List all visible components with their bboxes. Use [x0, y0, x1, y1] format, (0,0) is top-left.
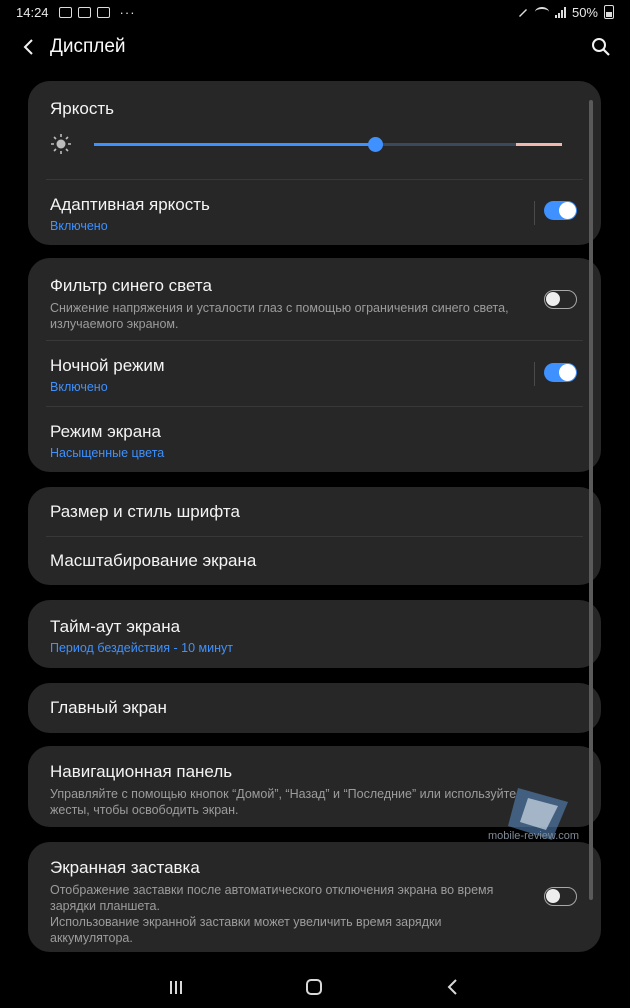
brightness-slider[interactable] [50, 133, 562, 155]
description-line: Использование экранной заставки может увеличить время зарядки [50, 915, 442, 929]
sun-icon [50, 133, 72, 155]
timeout-card [28, 600, 601, 668]
screen-zoom-row[interactable] [28, 536, 601, 585]
more-notifications-icon: ··· [119, 4, 136, 20]
screensaver-description [50, 882, 530, 946]
home-icon[interactable] [305, 978, 323, 996]
description-line: жесты, чтобы освободить экран. [50, 803, 239, 817]
home-screen-card [28, 683, 601, 733]
night-mode-status: Включено [50, 380, 108, 394]
wifi-icon [535, 7, 549, 17]
screen-timeout-row[interactable] [28, 600, 601, 668]
night-mode-toggle[interactable] [544, 363, 577, 382]
adaptive-brightness-status: Включено [50, 219, 108, 233]
blue-light-filter-description [50, 300, 530, 332]
font-zoom-card [28, 487, 601, 585]
brightness-track[interactable] [94, 143, 562, 146]
description-line: Отображение заставки после автоматического отключения экрана во время [50, 883, 494, 897]
pen-icon [517, 6, 529, 18]
page-title: Дисплей [50, 36, 126, 57]
blue-light-filter-toggle[interactable] [544, 290, 577, 309]
scrollbar[interactable] [589, 100, 593, 900]
screensaver-row[interactable] [28, 842, 601, 952]
font-size-style-title: Размер и стиль шрифта [50, 502, 240, 521]
description-line: Снижение напряжения и усталости глаз с помощью ограничения синего света, [50, 301, 509, 315]
recent-apps-icon[interactable] [167, 978, 185, 996]
divider [534, 201, 535, 225]
brightness-row [28, 81, 601, 179]
back-arrow-icon[interactable] [18, 36, 40, 58]
blue-light-filter-title: Фильтр синего света [50, 276, 212, 295]
system-navigation-bar [0, 962, 630, 1008]
home-screen-title: Главный экран [50, 698, 167, 717]
description-line: аккумулятора. [50, 931, 133, 945]
search-icon[interactable] [590, 36, 612, 58]
brightness-thumb[interactable] [368, 137, 383, 152]
adaptive-brightness-toggle[interactable] [544, 201, 577, 220]
back-icon[interactable] [444, 978, 462, 996]
description-line: Управляйте с помощью кнопок “Домой”, “Назад” и “Последние” или используйте [50, 787, 517, 801]
status-time: 14:24 [16, 4, 49, 20]
screen-mode-title: Режим экрана [50, 422, 161, 441]
brightness-card [28, 81, 601, 245]
screensaver-toggle[interactable] [544, 887, 577, 906]
brightness-title: Яркость [50, 99, 114, 118]
screen-mode-row[interactable] [28, 406, 601, 472]
screensaver-title: Экранная заставка [50, 858, 200, 877]
home-screen-row[interactable] [28, 683, 601, 733]
navigation-panel-title: Навигационная панель [50, 762, 233, 781]
adaptive-brightness-title: Адаптивная яркость [50, 195, 210, 214]
gallery-notification-icon [59, 7, 72, 18]
mail-notification-icon [78, 7, 91, 18]
battery-percent: 50% [571, 4, 598, 20]
battery-icon [604, 5, 614, 19]
status-bar [0, 0, 630, 24]
screen-timeout-title: Тайм-аут экрана [50, 617, 181, 636]
description-line: зарядки планшета. [50, 899, 160, 913]
watermark-text: mobile-review.com [488, 830, 580, 842]
screensaver-card [28, 842, 601, 952]
font-size-style-row[interactable] [28, 487, 601, 536]
adaptive-brightness-row[interactable] [28, 179, 601, 245]
night-mode-title: Ночной режим [50, 356, 165, 375]
brightness-track-fill [94, 143, 375, 146]
signal-icon [555, 7, 566, 18]
display-options-card [28, 258, 601, 472]
app-bar [0, 28, 630, 66]
blue-light-filter-row[interactable] [28, 258, 601, 340]
brightness-high-zone [516, 143, 562, 146]
screen-timeout-value: Период бездействия - 10 минут [50, 641, 234, 655]
description-line: излучаемого экраном. [50, 317, 179, 331]
screen-mode-value: Насыщенные цвета [50, 446, 165, 460]
screen-zoom-title: Масштабирование экрана [50, 551, 257, 570]
image-notification-icon [97, 7, 110, 18]
night-mode-row[interactable] [28, 340, 601, 406]
divider [534, 362, 535, 386]
